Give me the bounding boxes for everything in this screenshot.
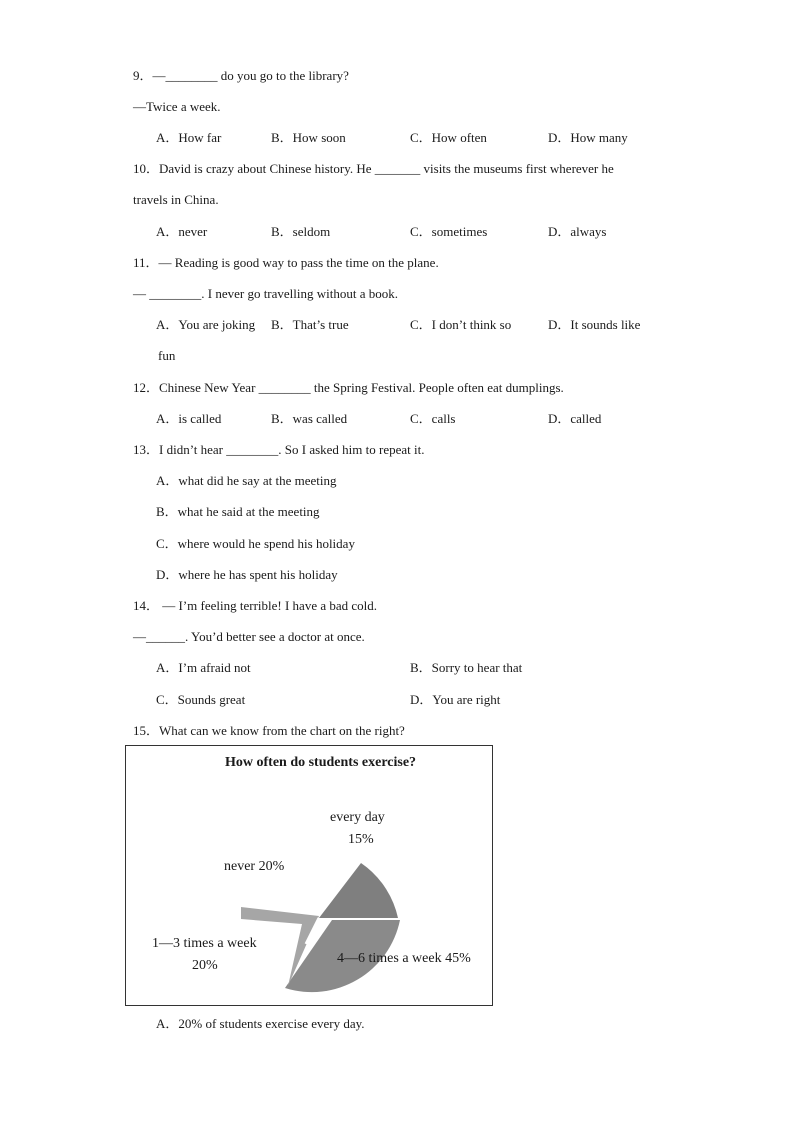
q11-option-c[interactable]: C．I don’t think so — [410, 317, 512, 332]
q14-option-d[interactable]: D．You are right — [410, 692, 501, 707]
q14-option-a[interactable]: A．I’m afraid not — [156, 660, 251, 675]
q15-option-a[interactable]: A．20% of students exercise every day. — [156, 1016, 365, 1031]
q9-option-d[interactable]: D．How many — [548, 130, 628, 145]
q10-option-b[interactable]: B．seldom — [271, 224, 331, 239]
label-never: never 20% — [224, 859, 285, 874]
q14-option-b[interactable]: B．Sorry to hear that — [410, 660, 523, 675]
q10-option-a[interactable]: A．never — [156, 224, 208, 239]
q14-stem: 14． — I’m feeling terrible! I have a bad cold. — [133, 598, 378, 613]
label-every-day-value: 15% — [348, 832, 374, 847]
q12-stem: 12．Chinese New Year ________ the Spring Festival. People often eat dumplings. — [133, 380, 564, 395]
q13-option-b[interactable]: B．what he said at the meeting — [156, 504, 320, 519]
q9-option-c[interactable]: C．How often — [410, 130, 487, 145]
q10-stem-line2: travels in China. — [133, 192, 219, 207]
q9-option-a[interactable]: A．How far — [156, 130, 222, 145]
label-1-3-times: 1—3 times a week — [152, 936, 257, 951]
pie-chart-frame — [125, 745, 493, 1006]
q10-stem-line1: 10．David is crazy about Chinese history. He _______ visits the museums first wherever he — [133, 161, 614, 176]
q13-stem: 13．I didn’t hear ________. So I asked him to repeat it. — [133, 442, 425, 457]
q9-option-b[interactable]: B．How soon — [271, 130, 346, 145]
label-4-6-times: 4—6 times a week 45% — [337, 951, 471, 966]
chart-title: How often do students exercise? — [225, 755, 417, 770]
q10-option-c[interactable]: C．sometimes — [410, 224, 488, 239]
q14-reply: —______. You’d better see a doctor at once. — [133, 629, 365, 644]
q11-option-b[interactable]: B．That’s true — [271, 317, 349, 332]
label-every-day: every day — [330, 810, 385, 825]
q11-stem: 11．— Reading is good way to pass the time on the plane. — [133, 255, 439, 270]
q11-option-a[interactable]: A．You are joking — [156, 317, 256, 332]
q12-option-a[interactable]: A．is called — [156, 411, 222, 426]
q11-option-d-continued: fun — [158, 348, 176, 363]
label-1-3-times-value: 20% — [192, 958, 218, 973]
q9-reply: —Twice a week. — [133, 99, 221, 114]
q13-option-d[interactable]: D．where he has spent his holiday — [156, 567, 338, 582]
q10-option-d[interactable]: D．always — [548, 224, 607, 239]
q12-option-b[interactable]: B．was called — [271, 411, 348, 426]
q14-option-c[interactable]: C．Sounds great — [156, 692, 246, 707]
q15-stem: 15．What can we know from the chart on the right? — [133, 723, 405, 738]
q11-reply: — ________. I never go travelling without a book. — [133, 286, 399, 301]
q11-option-d[interactable]: D．It sounds like — [548, 317, 641, 332]
q13-option-c[interactable]: C．where would he spend his holiday — [156, 536, 355, 551]
pie-slice-every-day — [319, 863, 398, 918]
q9-stem: 9．—________ do you go to the library? — [133, 68, 349, 83]
q12-option-d[interactable]: D．called — [548, 411, 602, 426]
q13-option-a[interactable]: A．what did he say at the meeting — [156, 473, 337, 488]
q12-option-c[interactable]: C．calls — [410, 411, 456, 426]
